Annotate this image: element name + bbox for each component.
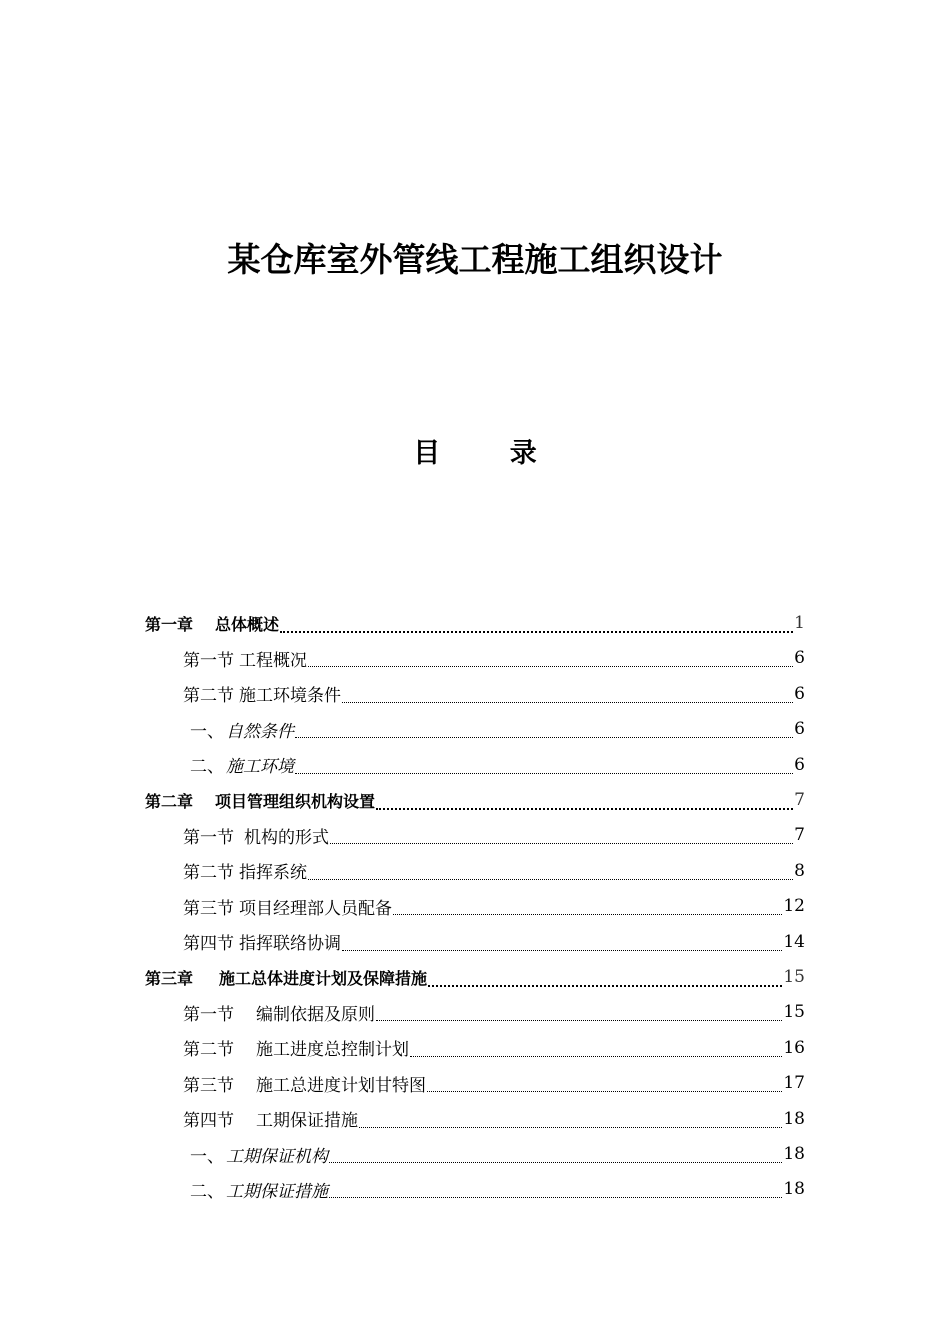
toc-entry-label: [190, 717, 294, 742]
toc-entry[interactable]: [183, 925, 805, 959]
toc-page-number: 12: [783, 896, 805, 917]
toc-entry[interactable]: [145, 960, 805, 994]
toc-page-number: 18: [783, 1144, 805, 1164]
toc-entry-label: [145, 612, 279, 635]
toc-dot-leader: [330, 842, 793, 852]
toc-dot-leader: [342, 949, 782, 959]
toc-entry-label: [183, 823, 329, 848]
toc-entry-label: [190, 1177, 328, 1202]
toc-entry-number: 一、: [190, 721, 224, 742]
toc-entry-label: [183, 929, 341, 954]
toc-entry-number: 第一节: [183, 650, 234, 671]
toc-entry-title: 工期保证措施: [256, 1111, 358, 1132]
toc-dot-leader: [342, 701, 793, 711]
toc-entry[interactable]: [183, 1102, 805, 1136]
toc-dot-leader: [280, 630, 793, 640]
toc-entry-number: 第一节: [183, 827, 234, 848]
toc-entry-number: 第四节: [183, 1111, 234, 1132]
toc-entry[interactable]: [190, 712, 805, 746]
toc-entry-number: 第三章: [145, 968, 194, 988]
toc-entry-number: 第二章: [145, 791, 194, 811]
toc-entry-number: 第一章: [145, 614, 194, 634]
toc-entry-title: 项目经理部人员配备: [239, 898, 392, 919]
toc-dot-leader: [295, 736, 793, 746]
toc-dot-leader: [427, 1090, 782, 1100]
toc-entry[interactable]: [183, 818, 805, 852]
toc-entry-number: 第二节: [183, 863, 234, 884]
toc-entry-title: 总体概述: [215, 614, 280, 634]
toc-entry-number: 一、: [190, 1146, 224, 1167]
toc-entry-label: [190, 752, 294, 777]
toc-entry-title: 施工进度总控制计划: [256, 1040, 409, 1061]
toc-entry-title: 工期保证措施: [226, 1181, 328, 1202]
toc-entry-title: 工程概况: [239, 650, 307, 671]
toc-entry-title: 自然条件: [226, 721, 294, 742]
toc-entry[interactable]: [183, 677, 805, 711]
toc-dot-leader: [308, 665, 793, 675]
toc-entry-number: 第四节: [183, 934, 234, 955]
toc-entry[interactable]: [183, 889, 805, 923]
toc-dot-leader: [393, 913, 782, 923]
toc-page-number: 6: [794, 683, 805, 704]
toc-entry[interactable]: [183, 1031, 805, 1065]
toc-entry-title: 编制依据及原则: [256, 1004, 375, 1025]
toc-entry-title: 施工环境: [226, 757, 294, 778]
toc-page-number: 16: [783, 1037, 805, 1058]
toc-entry-title: 施工总体进度计划及保障措施: [219, 968, 428, 988]
toc-entry-number: 第三节: [183, 898, 234, 919]
toc-entry-number: 二、: [190, 757, 224, 778]
toc-entry[interactable]: [183, 854, 805, 888]
toc-entry-title: 施工环境条件: [239, 686, 341, 707]
toc-dot-leader: [329, 1196, 782, 1206]
toc-entry-label: [183, 1000, 375, 1025]
toc-entry-label: [190, 1142, 328, 1167]
toc-page-number: 1: [794, 613, 805, 633]
toc-entry-label: [183, 681, 341, 706]
toc-entry-title: 指挥系统: [239, 863, 307, 884]
toc-entry-label: [145, 966, 427, 989]
toc-page-number: 14: [783, 931, 805, 952]
toc-dot-leader: [376, 1019, 782, 1029]
toc-dot-leader: [308, 878, 793, 888]
toc-entry[interactable]: [183, 995, 805, 1029]
toc-page-number: 8: [794, 860, 805, 881]
toc-entry-number: 二、: [190, 1181, 224, 1202]
toc-entry[interactable]: [183, 641, 805, 675]
toc-entry[interactable]: [190, 748, 805, 782]
toc-entry-title: 项目管理组织机构设置: [215, 791, 376, 811]
toc-page-number: 18: [783, 1108, 805, 1129]
toc-dot-leader: [376, 807, 793, 817]
toc-entry-label: [145, 789, 375, 812]
toc-entry-number: 第二节: [183, 686, 234, 707]
toc-entry-number: 第一节: [183, 1004, 234, 1025]
toc-entry[interactable]: [183, 1066, 805, 1100]
toc-entry-number: 第三节: [183, 1075, 234, 1096]
toc-page-number: 15: [783, 1002, 805, 1023]
toc-entry-title: 施工总进度计划甘特图: [256, 1075, 426, 1096]
toc-dot-leader: [295, 772, 793, 782]
toc-page-number: 6: [794, 648, 805, 669]
toc-entry[interactable]: [190, 1172, 805, 1206]
toc-entry[interactable]: [145, 606, 805, 640]
toc-entry-title: 指挥联络协调: [239, 934, 341, 955]
toc-dot-leader: [329, 1161, 782, 1171]
toc-page-number: 7: [794, 825, 805, 846]
toc-page-number: 7: [794, 790, 805, 810]
toc-entry-number: 第二节: [183, 1040, 234, 1061]
toc-entry-label: [183, 646, 307, 671]
toc-heading: 目 录: [413, 438, 537, 469]
document-title: 某仓库室外管线工程施工组织设计: [227, 240, 723, 279]
toc-entry-label: [183, 1071, 426, 1096]
toc-page-number: 15: [783, 967, 805, 987]
toc-entry[interactable]: [145, 783, 805, 817]
toc-page-number: 18: [783, 1179, 805, 1200]
toc-entry-label: [183, 858, 307, 883]
toc-dot-leader: [428, 984, 782, 994]
toc-page-number: 6: [794, 754, 805, 775]
toc-entry-label: [183, 1106, 358, 1131]
toc-entry-label: [183, 1035, 409, 1060]
toc-dot-leader: [359, 1126, 782, 1136]
toc-dot-leader: [410, 1055, 782, 1065]
toc-entry[interactable]: [190, 1137, 805, 1171]
toc-page-number: 6: [794, 719, 805, 740]
toc-entry-title: 机构的形式: [244, 827, 329, 848]
toc-entry-title: 工期保证机构: [226, 1146, 328, 1167]
toc-page-number: 17: [783, 1073, 805, 1094]
toc-entry-label: [183, 894, 392, 919]
